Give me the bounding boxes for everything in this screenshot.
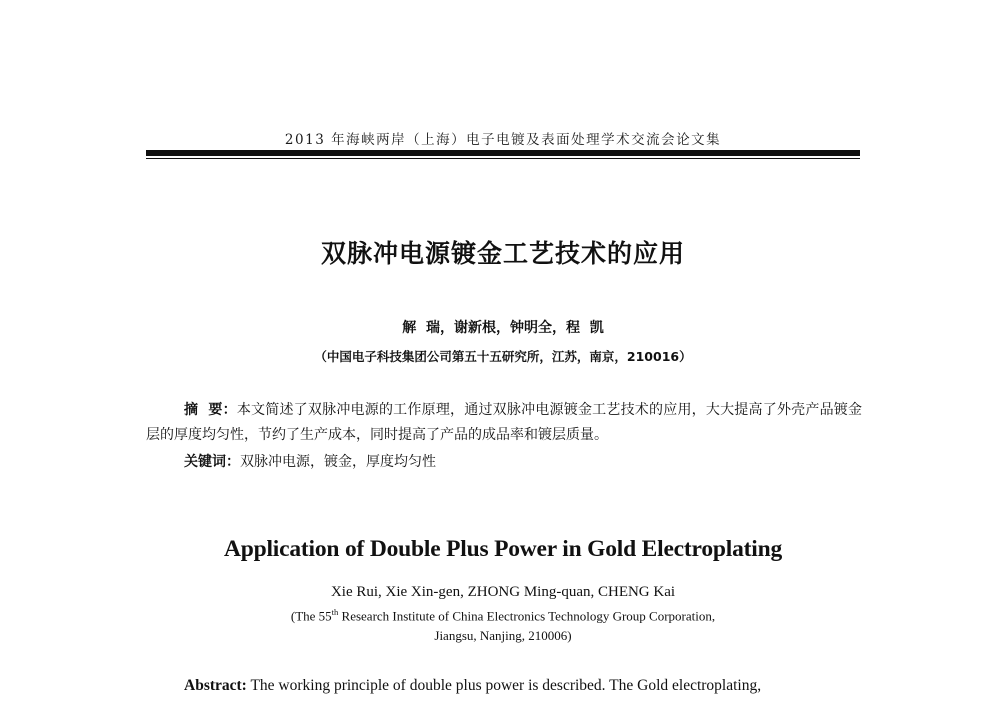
abstract-cn-label: 摘 要： [184, 402, 237, 418]
keywords-cn [184, 450, 860, 475]
affiliation-en-prefix: (The 55 [290, 608, 332, 624]
affiliation-en-rest: Research Institute of China Electronics Technology Group Corporation, [338, 608, 716, 624]
abstract-en-text: The working principle of double plus power is described. The Gold electroplating, [246, 677, 762, 694]
paper-title-en: Application of Double Plus Power in Gold Electroplating [223, 536, 783, 562]
keywords-cn-label: 关键词： [184, 454, 240, 470]
abstract-cn-text: 本文简述了双脉冲电源的工作原理，通过双脉冲电源镀金工艺技术的应用，大大提高了外壳产品镀金层的厚度均匀性，节约了生产成本，同时提高了产品的成品率和镀层质量。 [146, 402, 863, 443]
affiliation-en-sup: th [331, 607, 339, 617]
authors-en: Xie Rui, Xie Xin-gen, ZHONG Ming-quan, CHENG Kai [330, 584, 676, 600]
abstract-en [146, 673, 862, 698]
header-rule-thick [146, 150, 860, 156]
abstract-en-label: Abstract: [184, 677, 247, 694]
keywords-cn-text: 双脉冲电源，镀金，厚度均匀性 [240, 454, 436, 470]
affiliation-en-line1 [146, 607, 860, 624]
paper-title-cn: 双脉冲电源镀金工艺技术的应用 [320, 239, 685, 268]
running-header: 2013 年海峡两岸（上海）电子电镀及表面处理学术交流会论文集 [284, 132, 722, 148]
authors-cn: 解 瑞，谢新根，钟明全，程 凯 [402, 320, 604, 336]
affiliation-cn: （中国电子科技集团公司第五十五研究所，江苏，南京，210016） [314, 349, 692, 364]
header-rule-thin [146, 158, 860, 159]
affiliation-en-line2: Jiangsu, Nanjing, 210006) [434, 628, 572, 643]
abstract-cn [146, 398, 862, 448]
